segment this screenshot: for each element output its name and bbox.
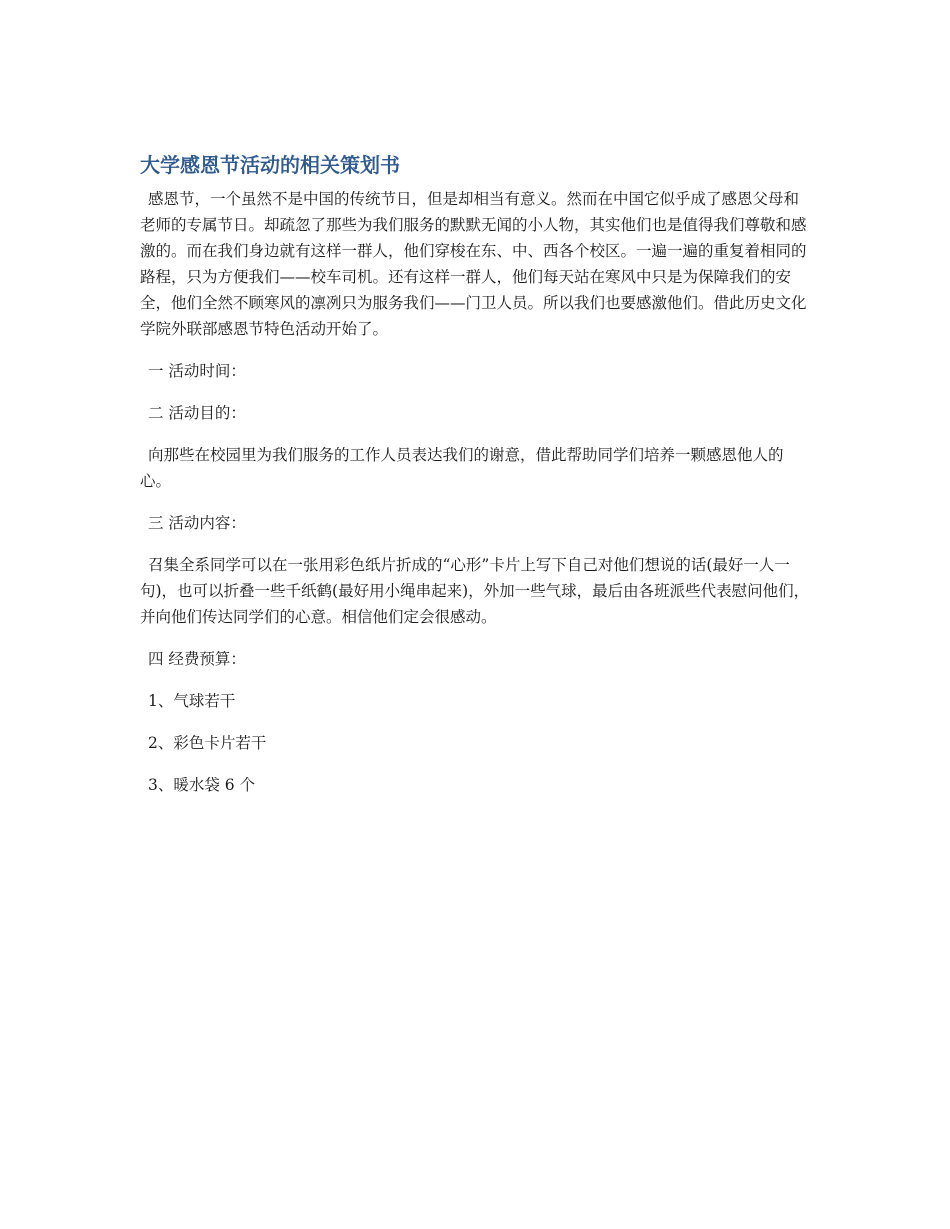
section-heading-purpose: 二 活动目的： bbox=[148, 404, 246, 422]
budget-item: 3、暖水袋 6 个 bbox=[148, 776, 256, 794]
purpose-paragraph: 向那些在校园里为我们服务的工作人员表达我们的谢意，借此帮助同学们培养一颗感恩他人的心。 bbox=[140, 446, 784, 490]
section-heading-time: 一 活动时间： bbox=[148, 362, 246, 380]
section-heading-content: 三 活动内容： bbox=[148, 514, 246, 532]
document-page bbox=[140, 150, 812, 814]
budget-item: 1、气球若干 bbox=[148, 692, 236, 710]
section-heading-budget: 四 经费预算： bbox=[148, 650, 246, 668]
intro-paragraph: 感恩节，一个虽然不是中国的传统节日，但是却相当有意义。然而在中国它似乎成了感恩父母和老师的专属节日。却疏忽了那些为我们服务的默默无闻的小人物，其实他们也是值得我们尊敬和感激的。而在我们身边就有这样一群人，他们穿梭在东、中、西各个校区。一遍一遍的重复着相同的路程，只为方便我们——校车司机。还有这样一群人，他们每天站在寒风中只是为保障我们的安全，他们全然不顾寒风的凛冽只为服务我们——门卫人员。所以我们也要感激他们。借此历史文化学院外联部感恩节特色活动开始了。 bbox=[140, 190, 807, 338]
content-paragraph: 召集全系同学可以在一张用彩色纸片折成的“心形”卡片上写下自己对他们想说的话(最好一人一句)，也可以折叠一些千纸鹤(最好用小绳串起来)，外加一些气球，最后由各班派些代表慰问他们，并向他们传达同学们的心意。相信他们定会很感动。 bbox=[140, 556, 810, 626]
budget-item: 2、彩色卡片若干 bbox=[148, 734, 267, 752]
document-title: 大学感恩节活动的相关策划书 bbox=[140, 153, 400, 177]
